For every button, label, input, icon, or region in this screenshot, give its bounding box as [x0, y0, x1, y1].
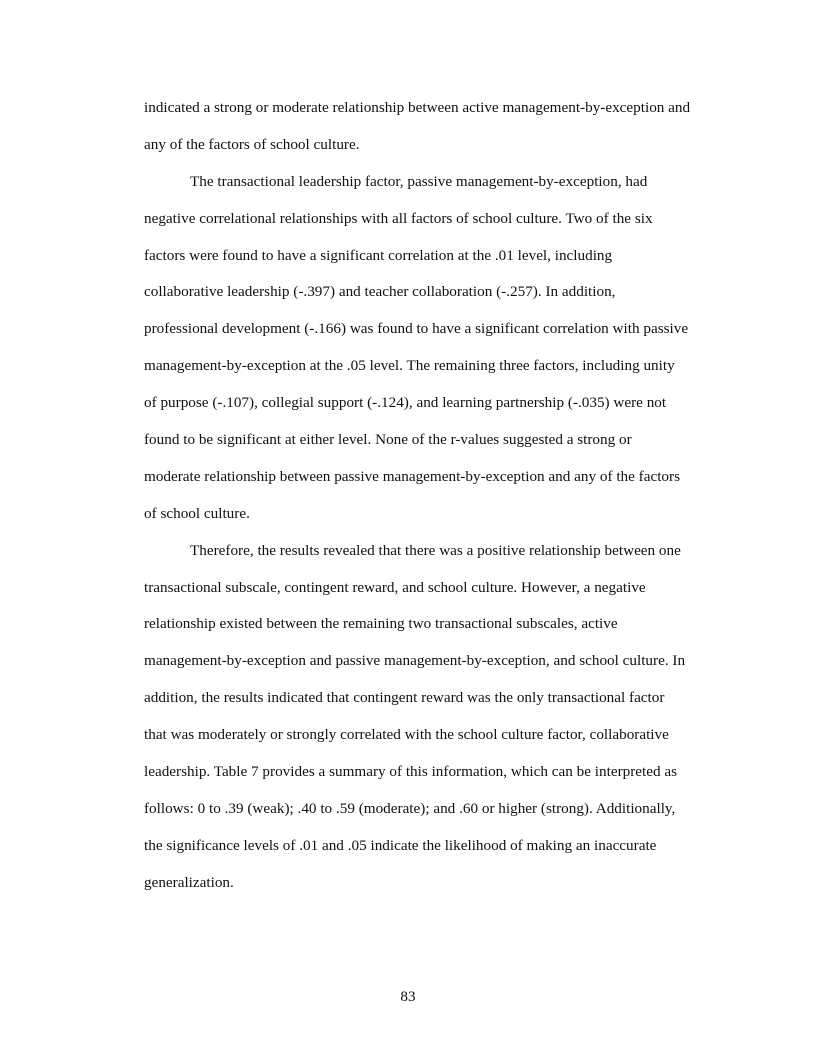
text-line: follows: 0 to .39 (weak); .40 to .59 (moderate); and .60 or higher (strong). Additionally,	[144, 799, 676, 817]
text-line: collaborative leadership (-.397) and teacher collaboration (-.257). In addition,	[144, 283, 616, 301]
paragraph-start-line: The transactional leadership factor, passive management-by-exception, had	[190, 172, 648, 190]
text-line: management-by-exception and passive management-by-exception, and school culture. In	[144, 652, 686, 670]
body-text	[144, 90, 724, 902]
text-line: of school culture.	[144, 504, 250, 522]
text-line: transactional subscale, contingent reward, and school culture. However, a negative	[144, 578, 646, 596]
text-line: negative correlational relationships with all factors of school culture. Two of the six	[144, 209, 653, 227]
text-line: addition, the results indicated that contingent reward was the only transactional factor	[144, 689, 665, 707]
text-line: factors were found to have a significant correlation at the .01 level, including	[144, 246, 613, 264]
text-line: found to be significant at either level. None of the r-values suggested a strong or	[144, 431, 632, 449]
text-line: of purpose (-.107), collegial support (-.124), and learning partnership (-.035) were not	[144, 394, 667, 412]
page-number: 83	[400, 988, 416, 1005]
text-line: leadership. Table 7 provides a summary of this information, which can be interpreted as	[144, 763, 678, 781]
paragraph-start-line: Therefore, the results revealed that there was a positive relationship between one	[190, 541, 681, 559]
text-line: indicated a strong or moderate relationship between active management-by-exception and	[144, 99, 691, 116]
text-line: generalization.	[144, 873, 234, 891]
text-line: relationship existed between the remaining two transactional subscales, active	[144, 615, 618, 633]
text-line: management-by-exception at the .05 level. The remaining three factors, including unity	[144, 357, 675, 375]
text-line: that was moderately or strongly correlated with the school culture factor, collaborative	[144, 726, 669, 744]
text-line: the significance levels of .01 and .05 indicate the likelihood of making an inaccurate	[144, 836, 657, 854]
text-line: any of the factors of school culture.	[144, 135, 360, 153]
text-line: moderate relationship between passive management-by-exception and any of the factors	[144, 467, 680, 485]
text-line: professional development (-.166) was found to have a significant correlation with passive	[144, 320, 689, 338]
